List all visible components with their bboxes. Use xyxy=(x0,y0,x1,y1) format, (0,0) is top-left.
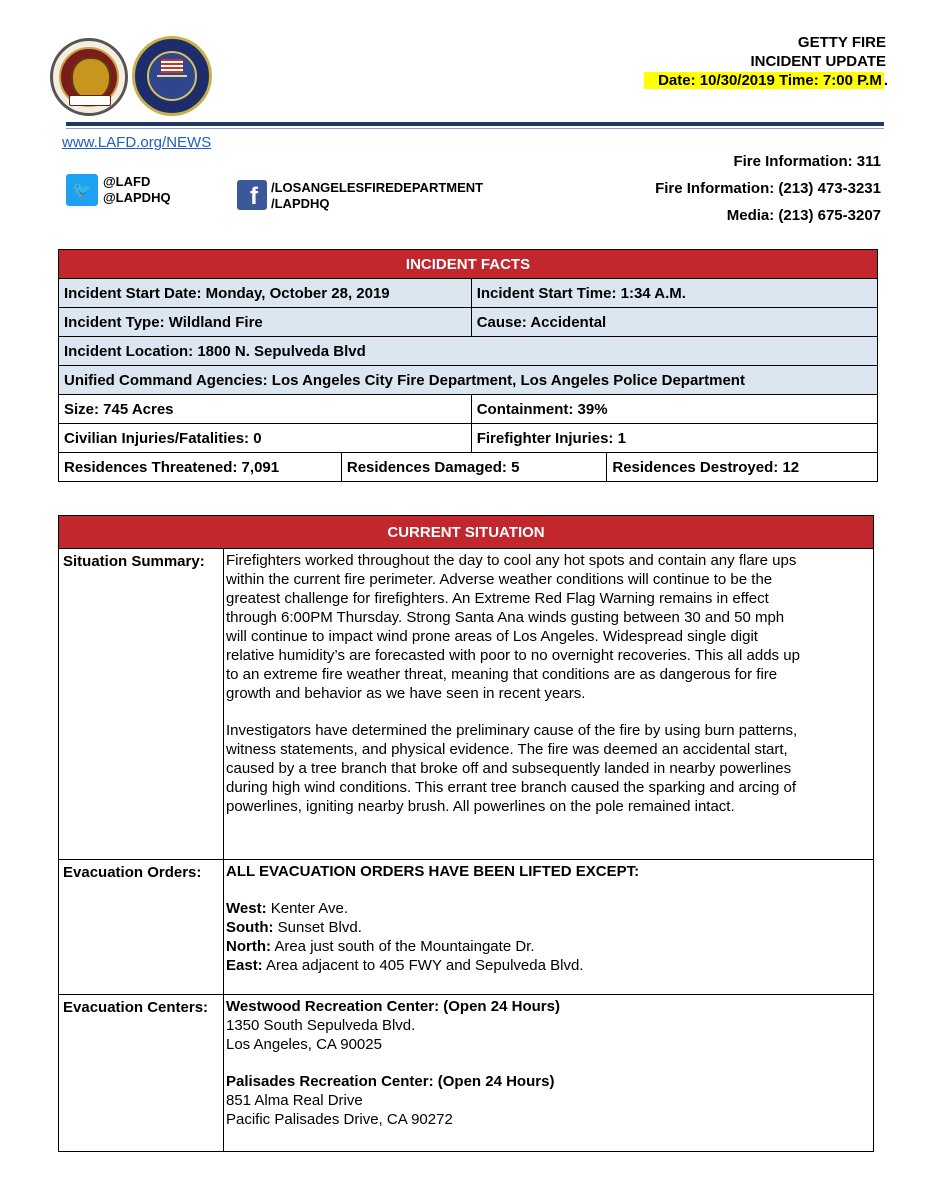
center-name-westwood: Westwood Recreation Center: (Open 24 Hours) xyxy=(226,998,560,1015)
summary-line: through 6:00PM Thursday. Strong Santa Ana winds gusting between 30 and 50 mph xyxy=(226,609,785,626)
doc-title: GETTY FIRE xyxy=(797,34,886,51)
lafd-seal-logo xyxy=(50,38,128,116)
incident-facts-table xyxy=(58,249,878,482)
doc-subtitle: INCIDENT UPDATE xyxy=(750,53,886,70)
center-city-westwood: Los Angeles, CA 90025 xyxy=(226,1036,382,1053)
center-city-palisades: Pacific Palisades Drive, CA 90272 xyxy=(226,1111,453,1128)
lapd-seal-scale xyxy=(157,75,187,91)
twitter-icon: 🐦 xyxy=(66,174,98,206)
header-rule xyxy=(66,122,884,126)
situation-cause-text xyxy=(226,721,869,816)
contact-fire-311: Fire Information: 311 xyxy=(733,153,881,170)
cause-line: powerlines, igniting nearby brush. All powerlines on the pole remained intact. xyxy=(226,798,735,815)
summary-line: growth and behavior as we have seen in recent years. xyxy=(226,685,586,702)
facebook-handles xyxy=(271,180,483,212)
evac-order-north: North: Area just south of the Mountaingate Dr. xyxy=(226,938,535,955)
residences-destroyed: Residences Destroyed: 12 xyxy=(607,453,878,482)
summary-line: relative humidity’s are forecasted with poor to no overnight recoveries. This all adds up xyxy=(226,647,800,664)
firefighter-injuries: Firefighter Injuries: 1 xyxy=(471,424,877,453)
cause-line: Investigators have determined the preliminary cause of the fire by using burn patterns, xyxy=(226,722,798,739)
center-address-palisades: 851 Alma Real Drive xyxy=(226,1092,363,1109)
situation-summary-label: Situation Summary: xyxy=(59,549,224,860)
summary-line: to an extreme fire weather threat, meaning that conditions are as dangerous for fire xyxy=(226,666,778,683)
summary-line: will continue to impact wind prone areas of Los Angeles. Widespread single digit xyxy=(226,628,758,645)
residences-threatened: Residences Threatened: 7,091 xyxy=(59,453,342,482)
cause-line: witness statements, and physical evidence. The fire was deemed an accidental start, xyxy=(226,741,788,758)
incident-location: Incident Location: 1800 N. Sepulveda Blvd xyxy=(59,337,878,366)
evacuation-headline: ALL EVACUATION ORDERS HAVE BEEN LIFTED EXCEPT: xyxy=(226,863,640,880)
residences-damaged: Residences Damaged: 5 xyxy=(341,453,607,482)
twitter-handle-lafd[interactable]: @LAFD xyxy=(103,174,151,189)
evacuation-orders-cell xyxy=(224,860,874,995)
evacuation-orders-label: Evacuation Orders: xyxy=(59,860,224,995)
unified-command-agencies: Unified Command Agencies: Los Angeles City Fire Department, Los Angeles Police Department xyxy=(59,366,878,395)
evac-order-east: East: Area adjacent to 405 FWY and Sepulveda Blvd. xyxy=(226,957,584,974)
summary-line: Firefighters worked throughout the day to cool any hot spots and contain any flare ups xyxy=(226,552,797,569)
center-name-palisades: Palisades Recreation Center: (Open 24 Hours) xyxy=(226,1073,555,1090)
facebook-handle-lapd[interactable]: /LAPDHQ xyxy=(271,196,330,211)
civilian-injuries: Civilian Injuries/Fatalities: 0 xyxy=(59,424,472,453)
contact-media-phone: Media: (213) 675-3207 xyxy=(726,207,881,224)
incident-cause: Cause: Accidental xyxy=(471,308,877,337)
date-highlight: Date: 10/30/2019 Time: 7:00 P.M xyxy=(644,72,884,89)
cause-line: caused by a tree branch that broke off and subsequently landed in nearby powerlines xyxy=(226,760,792,777)
evac-order-south: South: Sunset Blvd. xyxy=(226,919,362,936)
facebook-handle-lafd[interactable]: /LOSANGELESFIREDEPARTMENT xyxy=(271,180,484,195)
evacuation-centers-cell xyxy=(224,995,874,1152)
incident-facts-heading: INCIDENT FACTS xyxy=(59,250,878,279)
fire-size: Size: 745 Acres xyxy=(59,395,472,424)
summary-line: within the current fire perimeter. Adverse weather conditions will continue to be the xyxy=(226,571,773,588)
situation-summary-text xyxy=(226,551,869,703)
lapd-seal-flag xyxy=(161,59,183,73)
fire-containment: Containment: 39% xyxy=(471,395,877,424)
date-suffix: . xyxy=(883,72,888,89)
evac-order-west: West: Kenter Ave. xyxy=(226,900,349,917)
contact-fire-phone: Fire Information: (213) 473-3231 xyxy=(655,180,881,197)
incident-start-time: Incident Start Time: 1:34 A.M. xyxy=(471,279,877,308)
evacuation-centers-label: Evacuation Centers: xyxy=(59,995,224,1152)
situation-summary-cell xyxy=(224,549,874,860)
lafd-seal-banner xyxy=(69,95,111,106)
cause-line: during high wind conditions. This errant tree branch caused the sparking and arcing of xyxy=(226,779,797,796)
summary-line: greatest challenge for firefighters. An Extreme Red Flag Warning remains in effect xyxy=(226,590,769,607)
current-situation-heading: CURRENT SITUATION xyxy=(59,516,874,549)
twitter-handle-lapd[interactable]: @LAPDHQ xyxy=(103,190,171,205)
lapd-seal-logo xyxy=(132,36,212,116)
twitter-handles xyxy=(103,174,171,206)
incident-type: Incident Type: Wildland Fire xyxy=(59,308,472,337)
facebook-icon: f xyxy=(237,180,267,210)
header-rule-thin xyxy=(66,128,884,129)
center-address-westwood: 1350 South Sepulveda Blvd. xyxy=(226,1017,416,1034)
current-situation-table xyxy=(58,515,874,1152)
website-link[interactable]: www.LAFD.org/NEWS xyxy=(62,134,212,151)
doc-date-line xyxy=(644,71,888,90)
incident-start-date: Incident Start Date: Monday, October 28, 2019 xyxy=(59,279,472,308)
